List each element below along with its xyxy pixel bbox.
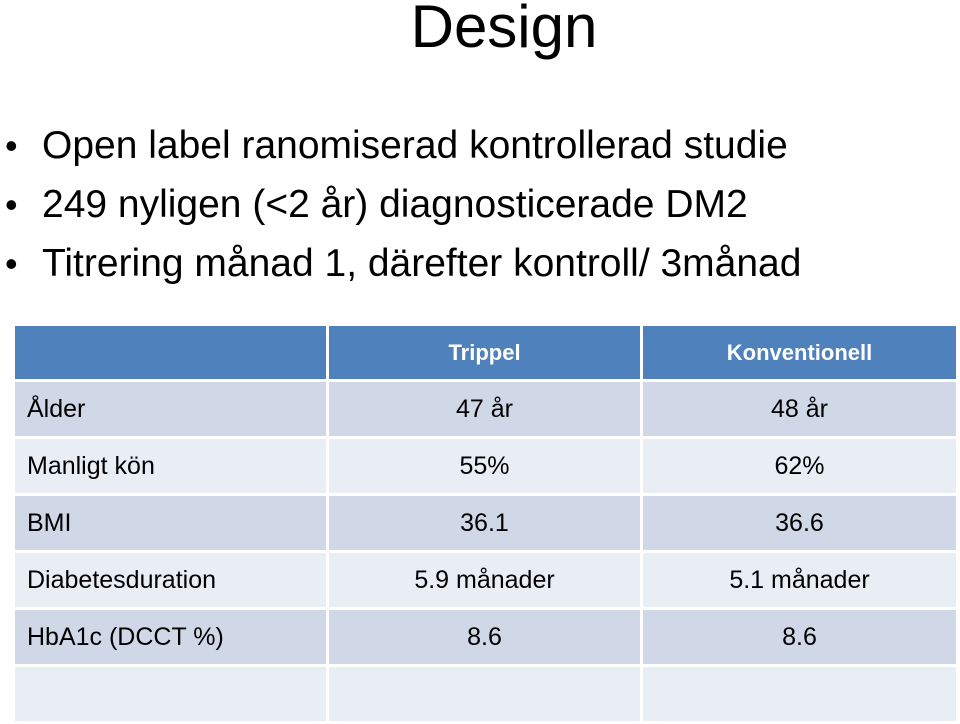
- row-label: [14, 666, 328, 723]
- konventionell-cell: 36.6: [642, 495, 958, 552]
- table-header-trippel: Trippel: [328, 326, 642, 381]
- bullet-dot-icon: •: [5, 243, 18, 284]
- slide-title: [48, 0, 960, 60]
- table-row: [14, 381, 958, 438]
- konventionell-cell: 62%: [642, 438, 958, 495]
- comparison-table: [12, 326, 959, 724]
- bullet-dot-icon: •: [5, 184, 18, 225]
- trippel-cell: 36.1: [328, 495, 642, 552]
- konventionell-cell: [642, 666, 958, 723]
- trippel-cell: 8.6: [328, 609, 642, 666]
- table-header-row: [14, 326, 958, 381]
- trippel-cell: 5.9 månader: [328, 552, 642, 609]
- bullet-text: 249 nyligen (<2 år) diagnosticerade DM2: [42, 183, 748, 226]
- table-row: [14, 666, 958, 723]
- row-label: Ålder: [14, 381, 328, 438]
- table-row: [14, 609, 958, 666]
- table-header-konventionell: Konventionell: [642, 326, 958, 381]
- row-label: Manligt kön: [14, 438, 328, 495]
- bullet-text: Open label ranomiserad kontrollerad studie: [42, 124, 788, 167]
- row-label: BMI: [14, 495, 328, 552]
- konventionell-cell: 8.6: [642, 609, 958, 666]
- table-row: [14, 552, 958, 609]
- bullet-item: [0, 118, 801, 177]
- konventionell-cell: 48 år: [642, 381, 958, 438]
- trippel-cell: 47 år: [328, 381, 642, 438]
- slide-title-text: Design: [410, 0, 598, 60]
- row-label: Diabetesduration: [14, 552, 328, 609]
- bullet-dot-icon: •: [5, 125, 18, 166]
- konventionell-cell: 5.1 månader: [642, 552, 958, 609]
- table-header-empty: [14, 326, 328, 381]
- row-label: HbA1c (DCCT %): [14, 609, 328, 666]
- bullet-item: [0, 177, 801, 236]
- bullet-item: [0, 236, 801, 295]
- bullet-list: [0, 118, 801, 295]
- trippel-cell: 55%: [328, 438, 642, 495]
- table-row: [14, 495, 958, 552]
- trippel-cell: [328, 666, 642, 723]
- table-row: [14, 438, 958, 495]
- bullet-text: Titrering månad 1, därefter kontroll/ 3månad: [42, 242, 802, 285]
